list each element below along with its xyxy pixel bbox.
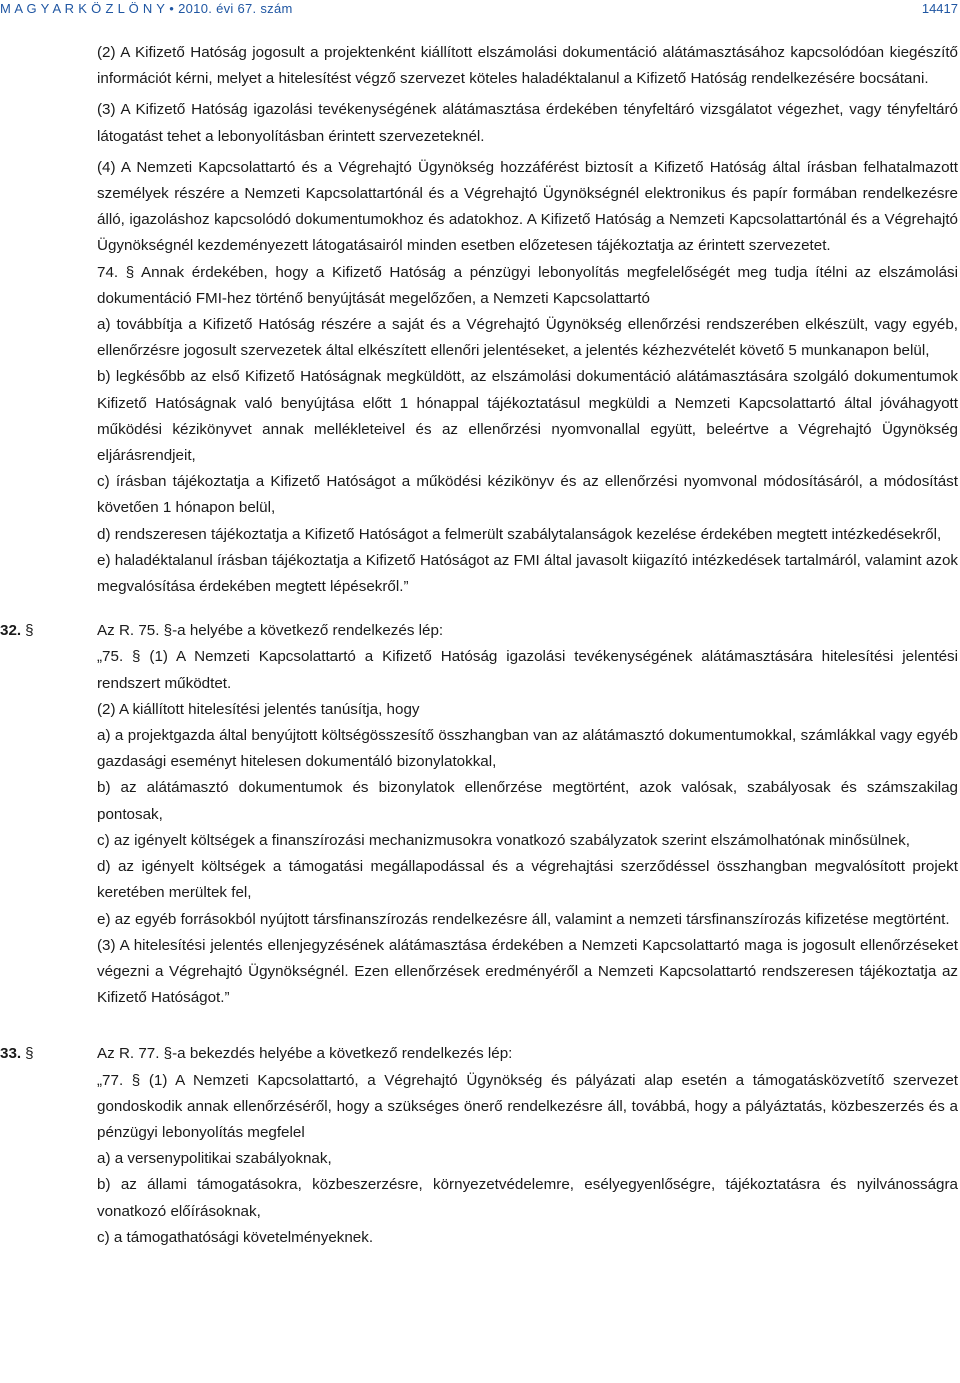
paragraph: (4) A Nemzeti Kapcsolattartó és a Végrehajtó Ügynökség hozzáférést biztosít a Kifizető Hatóság által írásban felhatalmazott személyek részére a Nemzeti Kapcsolattartónál és a Végrehajtó Ügynökségnél elektronikus és papír formában rendelkezésre álló, igazoláshoz kapcsolódó dokumentumokhoz és adatokhoz. A Kifizető Hatóság a Nemzeti Kapcsolattartónál és a Végrehajtó Ügynökségnél kezdeményezett látogatásairól minden esetben előzetesen tájékoztatja az érintett szervezetet.: [97, 158, 958, 255]
paragraph: a) továbbítja a Kifizető Hatóság részére a saját és a Végrehajtó Ügynökség ellenőrzési rendszerében elkészült, vagy egyéb, ellenőrzésre jogosult szervezetek által elkészített ellenőri jelentéseket, a jelentés kézhezvételét követő 5 munkanapon belül,: [97, 316, 958, 360]
paragraph: (2) A Kifizető Hatóság jogosult a projektenként kiállított elszámolási dokumentáció alátámasztásához kapcsolódóan kiegészítő információt kérni, melyet a hitelesítést végző szervezet köteles haladéktalanul a Kifizető Hatóság rendelkezésére bocsátani.: [97, 44, 958, 88]
paragraph: „77. § (1) A Nemzeti Kapcsolattartó, a Végrehajtó Ügynökség és pályázati alap esetén a támogatásközvetítő szervezet gondoskodik annak ellenőrzéséről, hogy a szükséges önerő rendelkezésre áll, továbbá, hogy a pályáztatás, közbeszerzés és a pénzügyi lebonyolítás megfelel: [97, 1071, 958, 1141]
paragraph: b) az állami támogatásokra, közbeszerzésre, környezetvédelemre, esélyegyenlőségre, tájékoztatásra és nyilvánosságra vonatkozó előírásoknak,: [97, 1176, 958, 1220]
document-body: [0, 40, 960, 1251]
page-header: [0, 0, 960, 22]
issue-label: 2010. évi 67. szám: [178, 1, 293, 16]
paragraph: e) haladéktalanul írásban tájékoztatja a Kifizető Hatóságot az FMI által javasolt kiigazító intézkedések tartalmáról, valamint azok megvalósítása érdekében megtett lépésekről.”: [97, 551, 958, 596]
paragraph: c) írásban tájékoztatja a Kifizető Hatóságot a működési kézikönyv és az ellenőrzési nyomvonal módosításáról, a módosítást követően 1 hónapon belül,: [97, 473, 958, 517]
header-bullet: •: [169, 1, 175, 16]
paragraph: 74. § Annak érdekében, hogy a Kifizető Hatóság a pénzügyi lebonyolítás megfelelőségét meg tudja ítélni az elszámolási dokumentáció FMI-hez történő benyújtását megelőzően, a Nemzeti Kapcsolattartó: [97, 263, 958, 307]
journal-title: M A G Y A R K Ö Z L Ö N Y: [0, 1, 166, 16]
item-number-value: 32.: [0, 622, 22, 640]
paragraph: c) a támogathatósági követelményeknek.: [97, 1228, 374, 1246]
paragraph: Az R. 75. §-a helyébe a következő rendelkezés lép:: [97, 622, 444, 640]
paragraph: d) rendszeresen tájékoztatja a Kifizető Hatóságot a felmerült szabálytalanságok kezelése érdekében megtett intézkedésekről,: [97, 525, 942, 543]
item-number: [0, 618, 90, 644]
section-symbol: §: [25, 622, 34, 640]
paragraph: b) az alátámasztó dokumentumok és bizonylatok ellenőrzése megtörtént, azok valósak, szabályosak és számszakilag pontosak,: [97, 779, 958, 823]
paragraph: Az R. 77. §-a bekezdés helyébe a következő rendelkezés lép:: [97, 1045, 513, 1063]
paragraph: (2) A kiállított hitelesítési jelentés tanúsítja, hogy: [97, 700, 420, 718]
section-symbol: §: [25, 1045, 34, 1063]
amendment-item: [0, 618, 960, 1011]
item-number-value: 33.: [0, 1045, 22, 1063]
paragraph: e) az egyéb forrásokból nyújtott társfinanszírozás rendelkezésre áll, valamint a nemzeti társfinanszírozás kifizetése megtörtént.: [97, 910, 950, 928]
paragraph: c) az igényelt költségek a finanszírozási mechanizmusokra vonatkozó szabályzatok szerint elszámolhatónak minősülnek,: [97, 831, 910, 849]
paragraph: a) a projektgazda által benyújtott költségösszesítő összhangban van az alátámasztó dokumentumokkal, számlákkal vagy egyéb gazdasági eseményt hitelesen dokumentáló bizonylatokkal,: [97, 727, 958, 771]
item-number: [0, 1041, 90, 1067]
paragraph: d) az igényelt költségek a támogatási megállapodással és a végrehajtási szerződéssel összhangban megvalósított projekt keretében merültek fel,: [97, 858, 958, 902]
page-number: 14417: [921, 1, 958, 16]
paragraph: (3) A hitelesítési jelentés ellenjegyzésének alátámasztása érdekében a Nemzeti Kapcsolattartó maga is jogosult ellenőrzéseket végezni a Végrehajtó Ügynökségnél. Ezen ellenőrzések eredményéről a Nemzeti Kapcsolattartó rendszeresen tájékoztatja az Kifizető Hatóságot.”: [97, 936, 958, 1007]
amendment-item: [0, 1041, 960, 1251]
paragraph: (3) A Kifizető Hatóság igazolási tevékenységének alátámasztása érdekében tényfeltáró vizsgálatot végezhet, vagy tényfeltáró látogatást tehet a lebonyolításban érintett szervezeteknél.: [97, 101, 958, 145]
paragraph: „75. § (1) A Nemzeti Kapcsolattartó a Kifizető Hatóság igazolási tevékenységének alátámasztására hitelesítési jelentési rendszert működtet.: [97, 648, 958, 692]
paragraph: b) legkésőbb az első Kifizető Hatóságnak megküldött, az elszámolási dokumentáció alátámasztására szolgáló dokumentumok Kifizető Hatóságnak való benyújtása előtt 1 hónappal tájékoztatásul megküldi a Nemzeti Kapcsolattartó által jóváhagyott működési kézikönyvet annak mellékleteivel és az ellenőrzési nyomvonallal együtt, beleértve a Végrehajtó Ügynökség eljárásrendjeit,: [97, 368, 958, 465]
journal-header: [0, 1, 293, 16]
paragraph: a) a versenypolitikai szabályoknak,: [97, 1150, 332, 1168]
